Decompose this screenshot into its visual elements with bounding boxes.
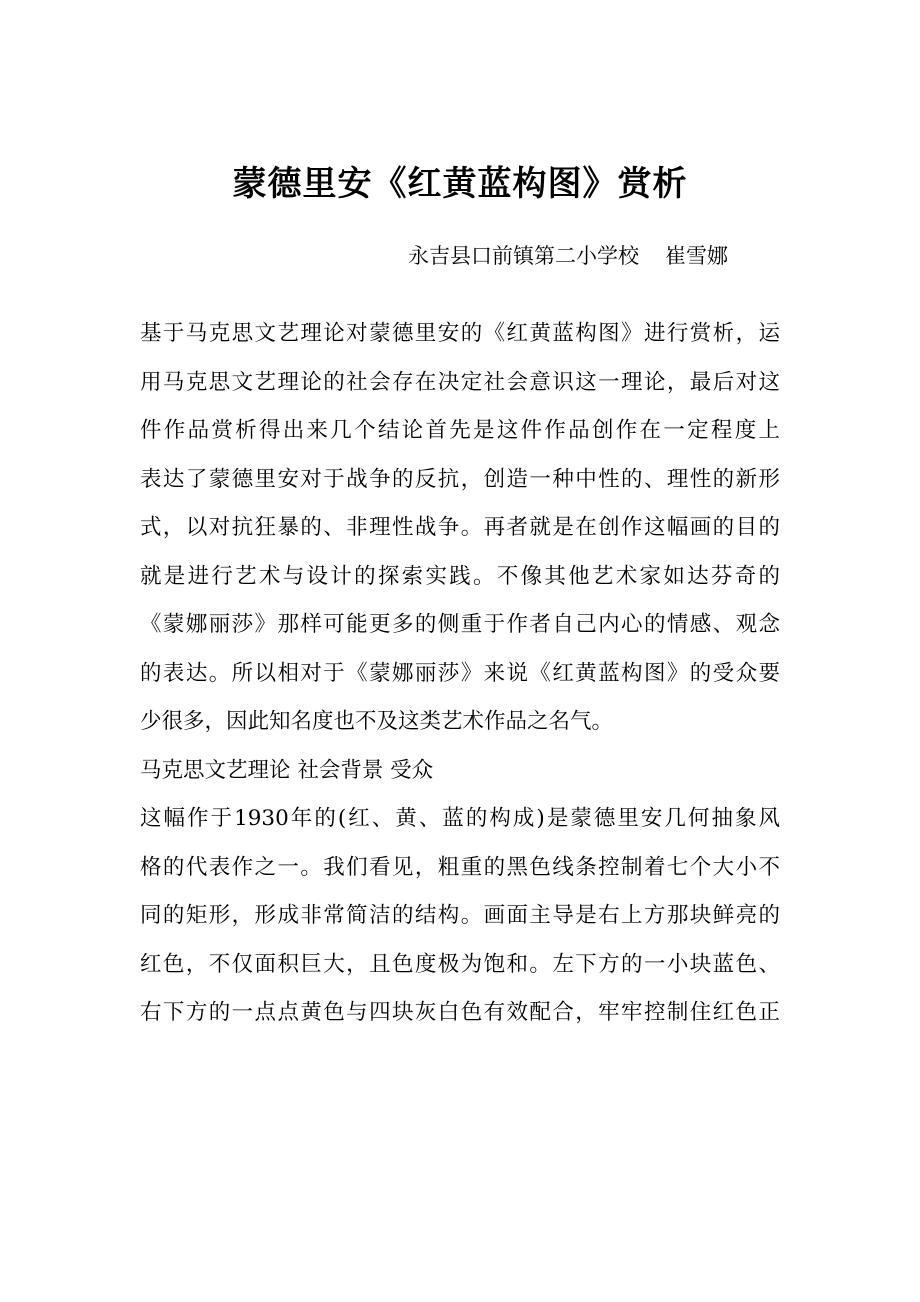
body-line: 式，以对抗狂暴的、非理性战争。再者就是在创作这幅画的目的: [140, 515, 780, 540]
body-line: 右下方的一点点黄色与四块灰白色有效配合，牢牢控制住红色正: [140, 1000, 780, 1025]
body-line: 红色，不仅面积巨大，且色度极为饱和。左下方的一小块蓝色、: [140, 951, 780, 977]
document-title: 蒙德里安《红黄蓝构图》赏析: [232, 164, 688, 204]
body-line: 就是进行艺术与设计的探索实践。不像其他艺术家如达芬奇的: [140, 563, 780, 589]
body-line: 这幅作于1930年的(红、黄、蓝的构成)是蒙德里安几何抽象风: [140, 806, 780, 831]
byline-author: 崔雪娜: [665, 244, 728, 268]
body-line: 《蒙娜丽莎》那样可能更多的侧重于作者自己内心的情感、观念: [140, 612, 780, 637]
byline: [408, 240, 728, 272]
document-body: [140, 310, 780, 1038]
body-line: 基于马克思文艺理论对蒙德里安的《红黄蓝构图》进行赏析，运: [140, 321, 780, 346]
body-line: 少很多，因此知名度也不及这类艺术作品之名气。: [140, 709, 614, 734]
keywords-line: 马克思文艺理论 社会背景 受众: [140, 757, 434, 783]
body-line: 表达了蒙德里安对于战争的反抗，创造一种中性的、理性的新形: [140, 466, 780, 492]
body-line: 的表达。所以相对于《蒙娜丽莎》来说《红黄蓝构图》的受众要: [140, 660, 780, 686]
body-line: 同的矩形，形成非常简洁的结构。画面主导是右上方那块鲜亮的: [140, 903, 780, 928]
body-line: 格的代表作之一。我们看见，粗重的黑色线条控制着七个大小不: [140, 854, 780, 880]
body-line: 件作品赏析得出来几个结论首先是这件作品创作在一定程度上: [140, 418, 780, 443]
byline-school: 永吉县口前镇第二小学校: [408, 244, 639, 268]
body-line: 用马克思文艺理论的社会存在决定社会意识这一理论，最后对这: [140, 369, 780, 395]
